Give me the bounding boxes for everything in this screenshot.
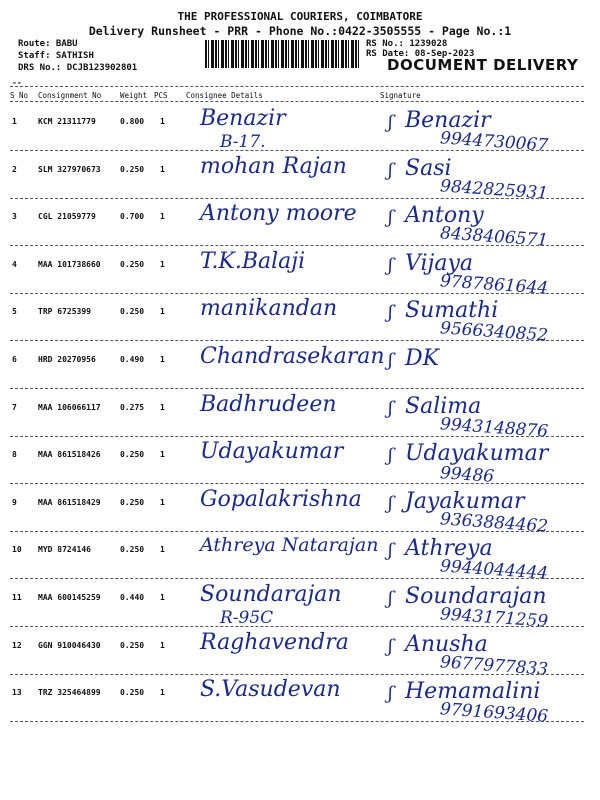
- row-weight: 0.250: [120, 260, 145, 269]
- row-signature: Antony: [405, 203, 484, 228]
- row-weight: 0.250: [120, 688, 145, 697]
- row-consignee-name: Udayakumar: [200, 439, 344, 464]
- row-phone: 9944730067: [439, 128, 549, 156]
- row-phone: 9566340852: [439, 318, 549, 346]
- row-consignee-name: T.K.Balaji: [200, 249, 306, 274]
- row-consignee-name: Chandrasekaran: [200, 344, 385, 369]
- signature-mark-icon: ʃ: [388, 683, 393, 704]
- signature-mark-icon: ʃ: [388, 493, 393, 514]
- row-sno: 4: [12, 260, 17, 269]
- row-sno: 5: [12, 307, 17, 316]
- row-phone: 9677977833: [439, 652, 549, 680]
- row-signature: Udayakumar: [405, 441, 549, 466]
- row-divider: [10, 483, 584, 484]
- signature-mark-icon: ʃ: [388, 540, 393, 561]
- signature-mark-icon: ʃ: [388, 112, 393, 133]
- row-consignment-no: MYD 8724146: [38, 545, 91, 554]
- staff-label: Staff: SATHISH: [18, 51, 94, 61]
- row-pcs: 1: [160, 212, 165, 221]
- row-signature: Salima: [405, 394, 482, 419]
- row-weight: 0.250: [120, 307, 145, 316]
- row-sno: 9: [12, 498, 17, 507]
- row-consignee-name: Soundarajan: [200, 582, 342, 607]
- row-consignee-name: S.Vasudevan: [200, 677, 341, 702]
- row-consignee-extra: R-95C: [220, 608, 274, 628]
- row-sno: 7: [12, 403, 17, 412]
- row-weight: 0.440: [120, 593, 145, 602]
- row-pcs: 1: [160, 165, 165, 174]
- row-weight: 0.250: [120, 450, 145, 459]
- row-phone: 8438406571: [439, 223, 549, 251]
- row-weight: 0.490: [120, 355, 145, 364]
- row-pcs: 1: [160, 355, 165, 364]
- row-phone: 9791693406: [439, 699, 549, 727]
- row-sno: 3: [12, 212, 17, 221]
- signature-mark-icon: ʃ: [388, 398, 393, 419]
- row-phone: 9944044444: [439, 556, 549, 584]
- row-pcs: 1: [160, 260, 165, 269]
- route-label: Route: BABU: [18, 39, 78, 49]
- row-divider: [10, 674, 584, 675]
- row-signature: Anusha: [405, 632, 488, 657]
- row-phone: 9943171259: [439, 604, 549, 632]
- signature-mark-icon: ʃ: [388, 302, 393, 323]
- row-weight: 0.800: [120, 117, 145, 126]
- row-phone: 99486: [439, 463, 495, 487]
- row-consignment-no: CGL 21059779: [38, 212, 96, 221]
- row-signature: Athreya: [405, 536, 493, 561]
- row-consignee-name: Badhrudeen: [200, 392, 337, 417]
- col-pcs: PCS: [154, 91, 168, 100]
- row-signature: Soundarajan: [405, 584, 547, 609]
- signature-mark-icon: ʃ: [388, 160, 393, 181]
- row-divider: [10, 245, 584, 246]
- row-weight: 0.250: [120, 641, 145, 650]
- row-sno: 1: [12, 117, 17, 126]
- row-consignment-no: TRZ 325464899: [38, 688, 101, 697]
- signature-mark-icon: ʃ: [388, 255, 393, 276]
- row-divider: [10, 388, 584, 389]
- row-divider: [10, 578, 584, 579]
- row-weight: 0.275: [120, 403, 145, 412]
- row-sno: 8: [12, 450, 17, 459]
- signature-mark-icon: ʃ: [388, 350, 393, 371]
- col-sno: S No: [10, 91, 29, 100]
- barcode: [205, 40, 360, 68]
- row-signature: Sumathi: [405, 298, 499, 323]
- row-consignee-name: mohan Rajan: [200, 154, 347, 179]
- row-consignment-no: SLM 327970673: [38, 165, 101, 174]
- row-consignment-no: MAA 861518426: [38, 450, 101, 459]
- row-weight: 0.250: [120, 165, 145, 174]
- document-delivery-label: DOCUMENT DELIVERY: [387, 56, 579, 74]
- col-signature: Signature: [380, 91, 421, 100]
- row-sno: 13: [12, 688, 22, 697]
- rs-date: RS Date: 08-Sep-2023: [366, 49, 475, 59]
- col-consignment: Consignment No: [38, 91, 102, 100]
- row-pcs: 1: [160, 450, 165, 459]
- row-sno: 2: [12, 165, 17, 174]
- row-pcs: 1: [160, 117, 165, 126]
- row-consignment-no: TRP 6725399: [38, 307, 91, 316]
- row-pcs: 1: [160, 593, 165, 602]
- row-divider: [10, 340, 584, 341]
- row-consignee-name: Benazir: [200, 106, 286, 131]
- row-divider: [10, 198, 584, 199]
- row-sno: 10: [12, 545, 22, 554]
- row-consignee-name: Gopalakrishna: [200, 487, 362, 512]
- row-consignee-extra: B-17.: [220, 132, 266, 152]
- row-consignment-no: MAA 861518429: [38, 498, 101, 507]
- row-sno: 12: [12, 641, 22, 650]
- page-title: THE PROFESSIONAL COURIERS, COIMBATORE: [177, 10, 423, 23]
- signature-mark-icon: ʃ: [388, 445, 393, 466]
- row-phone: 9943148876: [439, 414, 549, 442]
- row-weight: 0.250: [120, 545, 145, 554]
- row-divider: [10, 436, 584, 437]
- row-divider: [10, 721, 584, 722]
- row-pcs: 1: [160, 688, 165, 697]
- page-subtitle: Delivery Runsheet - PRR - Phone No.:0422-3505555 - Page No.:1: [88, 24, 512, 38]
- signature-mark-icon: ʃ: [388, 636, 393, 657]
- row-signature: Sasi: [405, 156, 452, 181]
- row-signature: Hemamalini: [405, 679, 541, 704]
- row-consignment-no: KCM 21311779: [38, 117, 96, 126]
- row-consignee-name: Athreya Natarajan: [200, 534, 379, 556]
- row-pcs: 1: [160, 641, 165, 650]
- row-consignee-name: manikandan: [200, 296, 338, 321]
- row-divider: [10, 531, 584, 532]
- row-pcs: 1: [160, 498, 165, 507]
- row-consignment-no: MAA 101738660: [38, 260, 101, 269]
- row-phone: 9842825931: [439, 176, 549, 204]
- row-divider: [10, 626, 584, 627]
- col-weight: Weight: [120, 91, 148, 100]
- row-weight: 0.250: [120, 498, 145, 507]
- row-divider: [10, 293, 584, 294]
- drs-label: DRS No.: DCJB123902801: [18, 63, 138, 73]
- signature-mark-icon: ʃ: [388, 588, 393, 609]
- row-consignment-no: HRD 20270956: [38, 355, 96, 364]
- row-consignee-name: Raghavendra: [200, 630, 349, 655]
- row-divider: [10, 150, 584, 151]
- row-consignee-name: Antony moore: [200, 201, 357, 226]
- header-divider-bottom: [10, 101, 584, 102]
- row-pcs: 1: [160, 307, 165, 316]
- row-consignment-no: MAA 106066117: [38, 403, 101, 412]
- row-signature: Benazir: [405, 108, 491, 133]
- row-signature: DK: [405, 346, 440, 371]
- row-signature: Vijaya: [405, 251, 474, 276]
- row-pcs: 1: [160, 403, 165, 412]
- row-sno: 6: [12, 355, 17, 364]
- row-consignment-no: MAA 600145259: [38, 593, 101, 602]
- top-marks: --: [12, 78, 22, 87]
- col-consignee: Consignee Details: [186, 91, 263, 100]
- row-phone: 9787861644: [439, 271, 549, 299]
- row-signature: Jayakumar: [405, 489, 525, 514]
- signature-mark-icon: ʃ: [388, 207, 393, 228]
- header-divider-top: [10, 86, 584, 87]
- row-pcs: 1: [160, 545, 165, 554]
- row-consignment-no: GGN 910046430: [38, 641, 101, 650]
- row-phone: 9363884462: [439, 509, 549, 537]
- row-weight: 0.700: [120, 212, 145, 221]
- rs-number: RS No.: 1239028: [366, 39, 448, 49]
- row-sno: 11: [12, 593, 22, 602]
